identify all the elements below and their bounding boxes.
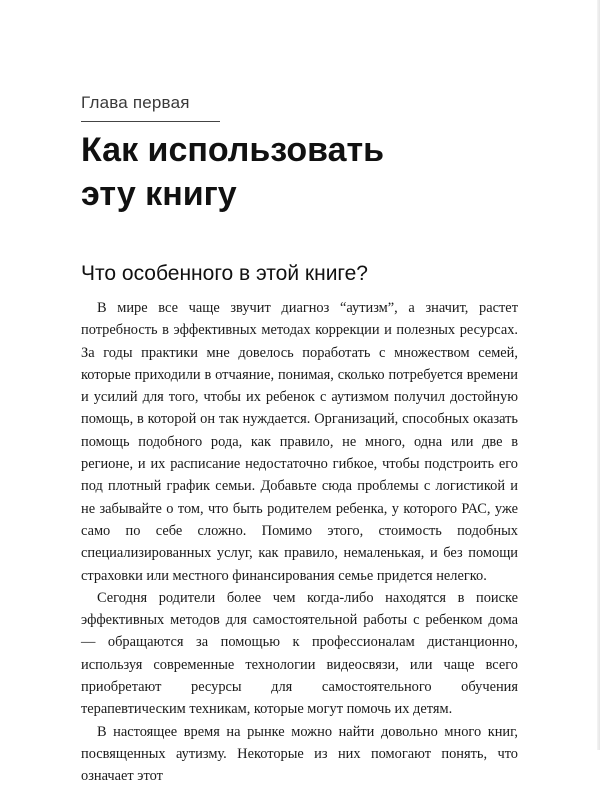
chapter-title-line-2: эту книгу bbox=[81, 175, 237, 213]
chapter-title-line-1: Как использовать bbox=[81, 131, 385, 169]
body-text bbox=[81, 297, 518, 788]
section-heading: Что особенного в этой книге? bbox=[81, 262, 368, 285]
chapter-label-underline bbox=[81, 121, 220, 122]
chapter-title bbox=[81, 128, 521, 216]
chapter-label: Глава первая bbox=[81, 93, 190, 112]
paragraph-1: В мире все чаще звучит диагноз “аутизм”, а значит, растет потребность в эффективных методах коррекции и полезных ресурсах. За годы практики мне довелось поработать с множеством семей, которые приходили в отчаяние, понимая, сколько потребуется времени и усилий для того, чтобы их ребенок с аутизмом получил достойную помощь, в которой он так нуждается. Организаций, способных оказать помощь подобного рода, как правило, не много, одна или две в регионе, и их расписание недостаточно гибкое, чтобы подстроить его под плотный график семьи. Добавьте сюда проблемы с логистикой и не забывайте о том, что быть родителем ребенка, у которого РАС, уже само по себе сложно. Помимо этого, стоимость подобных специализированных услуг, как правило, немаленькая, и без помощи страховки или местного финансирования семье придется нелегко. bbox=[81, 300, 518, 584]
paragraph-2: Сегодня родители более чем когда-либо находятся в поиске эффективных методов для самостоятельной работы с ребенком дома — обращаются за помощью к профессионалам дистанционно, используя современные технологии видеосвязи, или чаще всего приобретают ресурсы для самостоятельного обучения терапевтическим техникам, которые могут помочь их детям. bbox=[81, 589, 518, 718]
paragraph-3: В настоящее время на рынке можно найти довольно много книг, посвященных аутизму. Некоторые из них помогают понять, что означает этот bbox=[81, 723, 518, 785]
